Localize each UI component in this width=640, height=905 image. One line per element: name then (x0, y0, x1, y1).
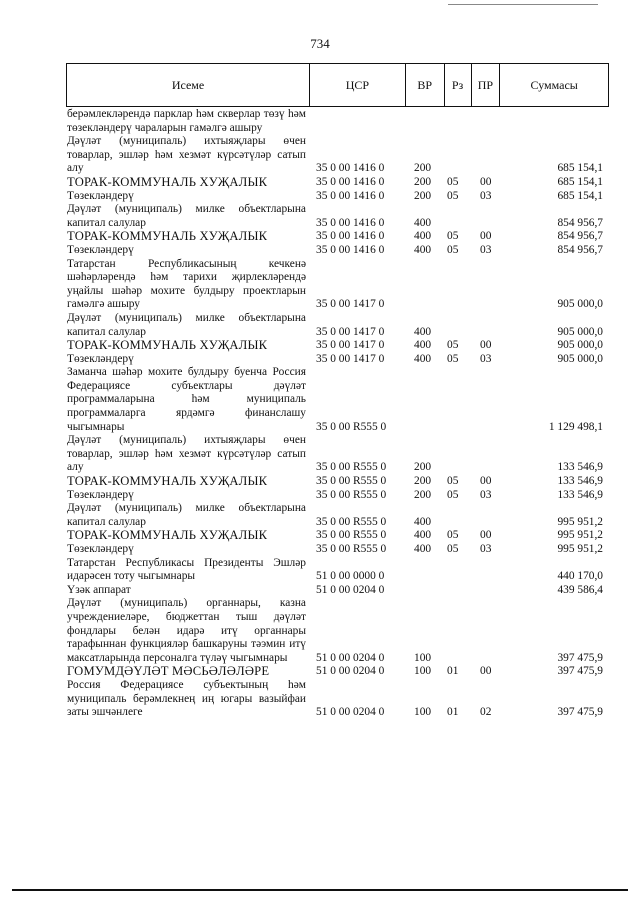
cell-rz: 05 (447, 352, 459, 365)
cell-csr: 35 0 00 1417 0 (316, 339, 385, 352)
table-row (66, 679, 609, 720)
table-row (66, 489, 609, 503)
cell-vr: 200 (414, 189, 432, 202)
cell-sum: 685 154,1 (557, 189, 603, 202)
table-row (66, 108, 609, 135)
cell-csr: 51 0 00 0204 0 (316, 706, 385, 719)
cell-pr: 00 (480, 475, 492, 488)
cell-sum: 995 951,2 (557, 529, 603, 542)
header-rz: Рз (445, 64, 472, 106)
table-row (66, 529, 609, 543)
cell-csr: 35 0 00 R555 0 (316, 515, 387, 528)
cell-name: Төзекләндерү (67, 543, 134, 555)
cell-sum: 995 951,2 (557, 515, 603, 528)
top-rule (448, 4, 598, 5)
cell-sum: 397 475,9 (557, 706, 603, 719)
cell-vr: 100 (414, 665, 432, 678)
table-header (66, 63, 609, 107)
cell-pr: 00 (480, 665, 492, 678)
cell-sum: 905 000,0 (557, 339, 603, 352)
cell-sum: 133 546,9 (557, 461, 603, 474)
bottom-rule (12, 889, 628, 891)
table-row (66, 597, 609, 665)
cell-sum: 397 475,9 (557, 665, 603, 678)
cell-csr: 35 0 00 R555 0 (316, 543, 387, 555)
cell-sum: 439 586,4 (557, 583, 603, 596)
cell-csr: 35 0 00 1416 0 (316, 162, 385, 175)
table-row (66, 502, 609, 529)
cell-rz: 05 (447, 529, 459, 542)
cell-pr: 02 (480, 706, 492, 719)
cell-name: бер​әмлекләрендә парклар һәм скверлар төзү һәм төзекләндерү чараларын гамәлгә ашыру (67, 108, 306, 134)
table-row (66, 135, 609, 176)
cell-sum: 397 475,9 (557, 651, 603, 664)
cell-sum: 905 000,0 (557, 325, 603, 338)
cell-csr: 51 0 00 0000 0 (316, 570, 385, 583)
cell-vr: 400 (414, 230, 432, 243)
cell-name: Дәүләт (муниципаль) милке объектларына капитал салулар (67, 311, 306, 338)
page-number: 734 (310, 36, 330, 51)
cell-csr: 35 0 00 1416 0 (316, 216, 385, 229)
cell-vr: 400 (414, 529, 432, 542)
cell-csr: 51 0 00 0204 0 (316, 583, 385, 596)
cell-csr: 35 0 00 R555 0 (316, 461, 387, 474)
cell-name: Төзекләндерү (67, 488, 134, 501)
cell-pr: 00 (480, 230, 492, 243)
cell-csr: 35 0 00 R555 0 (316, 529, 387, 542)
table-row (66, 258, 609, 312)
cell-csr: 51 0 00 0204 0 (316, 665, 385, 678)
cell-pr: 03 (480, 243, 492, 256)
cell-rz: 01 (447, 706, 459, 719)
cell-name: Төзекләндерү (67, 189, 134, 202)
table-row (66, 475, 609, 489)
cell-name: ТОРАК-КОММУНАЛЬ ХУҖАЛЫК (67, 474, 268, 489)
cell-name: ТОРАК-КОММУНАЛЬ ХУҖАЛЫК (67, 174, 268, 189)
cell-pr: 00 (480, 175, 492, 188)
table-row (66, 312, 609, 339)
cell-sum: 905 000,0 (557, 298, 603, 311)
cell-name: Заманча шәһәр мохите булдыру буенча Россия Федерациясе субъектлары дәүләт программаларына һәм муниципаль программаларга ярдәмгә финанслашу чыгымнары (67, 366, 306, 433)
cell-csr: 35 0 00 R555 0 (316, 475, 387, 488)
cell-name: Россия Федерациясе субъектының һәм муниципаль берәмлекнең иң югары вазыйфаи заты эшчәнлеге (67, 678, 306, 719)
cell-rz: 05 (447, 339, 459, 352)
cell-vr: 400 (414, 325, 432, 338)
header-vr: ВР (406, 64, 445, 106)
cell-sum: 133 546,9 (557, 475, 603, 488)
cell-rz: 05 (447, 543, 459, 555)
cell-rz: 05 (447, 189, 459, 202)
cell-pr: 03 (480, 543, 492, 555)
cell-sum: 685 154,1 (557, 175, 603, 188)
cell-rz: 05 (447, 488, 459, 501)
cell-sum: 440 170,0 (557, 570, 603, 583)
table-row (66, 203, 609, 230)
table-row (66, 543, 609, 557)
header-sum: Суммасы (530, 77, 578, 92)
cell-vr: 400 (414, 543, 432, 555)
cell-pr: 03 (480, 352, 492, 365)
table-row (66, 190, 609, 204)
cell-rz: 01 (447, 665, 459, 678)
cell-name: Төзекләндерү (67, 243, 134, 256)
table-row (66, 339, 609, 353)
cell-csr: 35 0 00 1417 0 (316, 298, 385, 311)
cell-vr: 100 (414, 651, 432, 664)
cell-sum: 685 154,1 (557, 162, 603, 175)
cell-vr: 400 (414, 339, 432, 352)
cell-csr: 51 0 00 0204 0 (316, 651, 385, 664)
cell-csr: 35 0 00 1416 0 (316, 175, 385, 188)
cell-vr: 400 (414, 515, 432, 528)
table-row (66, 584, 609, 598)
cell-sum: 854 956,7 (557, 243, 603, 256)
cell-sum: 854 956,7 (557, 230, 603, 243)
cell-sum: 905 000,0 (557, 352, 603, 365)
cell-csr: 35 0 00 1416 0 (316, 243, 385, 256)
cell-sum: 995 951,2 (557, 543, 603, 555)
cell-rz: 05 (447, 230, 459, 243)
cell-name: Төзекләндерү (67, 352, 134, 365)
cell-vr: 400 (414, 352, 432, 365)
table-row (66, 665, 609, 679)
cell-vr: 400 (414, 243, 432, 256)
cell-rz: 05 (447, 475, 459, 488)
cell-csr: 35 0 00 1417 0 (316, 352, 385, 365)
cell-pr: 03 (480, 488, 492, 501)
budget-table (66, 108, 609, 720)
cell-pr: 03 (480, 189, 492, 202)
header-csr: ЦСР (310, 64, 406, 106)
header-pr: ПР (472, 64, 501, 106)
cell-vr: 200 (414, 488, 432, 501)
cell-name: Дәүләт (муниципаль) ихтыяҗлары өчен товарлар, эшләр һәм хезмәт күрсәтүләр сатып алу (67, 434, 306, 474)
cell-sum: 133 546,9 (557, 488, 603, 501)
cell-vr: 100 (414, 706, 432, 719)
table-row (66, 230, 609, 244)
table-row (66, 176, 609, 190)
cell-name: Үзәк аппарат (67, 583, 131, 596)
cell-csr: 35 0 00 1416 0 (316, 189, 385, 202)
table-row (66, 557, 609, 584)
cell-name: ТОРАК-КОММУНАЛЬ ХУҖАЛЫК (67, 338, 268, 353)
cell-sum: 1 129 498,1 (548, 420, 603, 433)
cell-name: ГОМУМДӘҮЛӘТ МӘСЬӘЛӘЛӘРЕ (67, 664, 270, 679)
cell-name: Дәүләт (муниципаль) милке объектларына капитал салулар (67, 502, 306, 528)
table-row (66, 244, 609, 258)
cell-vr: 200 (414, 175, 432, 188)
cell-name: ТОРАК-КОММУНАЛЬ ХУҖАЛЫК (67, 229, 268, 244)
table-row (66, 434, 609, 475)
cell-sum: 854 956,7 (557, 216, 603, 229)
cell-pr: 00 (480, 339, 492, 352)
cell-name: Дәүләт (муниципаль) органнары, казна учреждениеләре, бюджеттан тыш дәүләт фондлары белән идарә итү органнары тарафыннан функцияләр башкаруны тәэмин итү максатларында персоналга түләү чыгымнары (67, 597, 306, 664)
cell-csr: 35 0 00 R555 0 (316, 488, 387, 501)
table-row (66, 353, 609, 367)
header-name: Исеме (67, 64, 310, 106)
cell-pr: 00 (480, 529, 492, 542)
cell-name: ТОРАК-КОММУНАЛЬ ХУҖАЛЫК (67, 528, 268, 543)
cell-csr: 35 0 00 R555 0 (316, 420, 387, 433)
cell-name: Дәүләт (муниципаль) ихтыяҗлары өчен товарлар, эшләр һәм хезмәт күрсәтүләр сатып алу (67, 135, 306, 175)
cell-vr: 200 (414, 162, 432, 175)
table-row (66, 366, 609, 434)
cell-name: Татарстан Республикасының кечкенә шәһәрләрендә һәм тарихи җирлекләрендә уңайлы шәһәр мохите булдыру проектларын гамәлгә ашыру (67, 257, 306, 311)
cell-vr: 200 (414, 475, 432, 488)
cell-vr: 200 (414, 461, 432, 474)
cell-rz: 05 (447, 243, 459, 256)
cell-csr: 35 0 00 1417 0 (316, 325, 385, 338)
cell-vr: 400 (414, 216, 432, 229)
cell-csr: 35 0 00 1416 0 (316, 230, 385, 243)
cell-name: Дәүләт (муниципаль) милке объектларына капитал салулар (67, 203, 306, 229)
cell-rz: 05 (447, 175, 459, 188)
cell-name: Татарстан Республикасы Президенты Эшләр идарәсен тоту чыгымнары (67, 556, 306, 583)
